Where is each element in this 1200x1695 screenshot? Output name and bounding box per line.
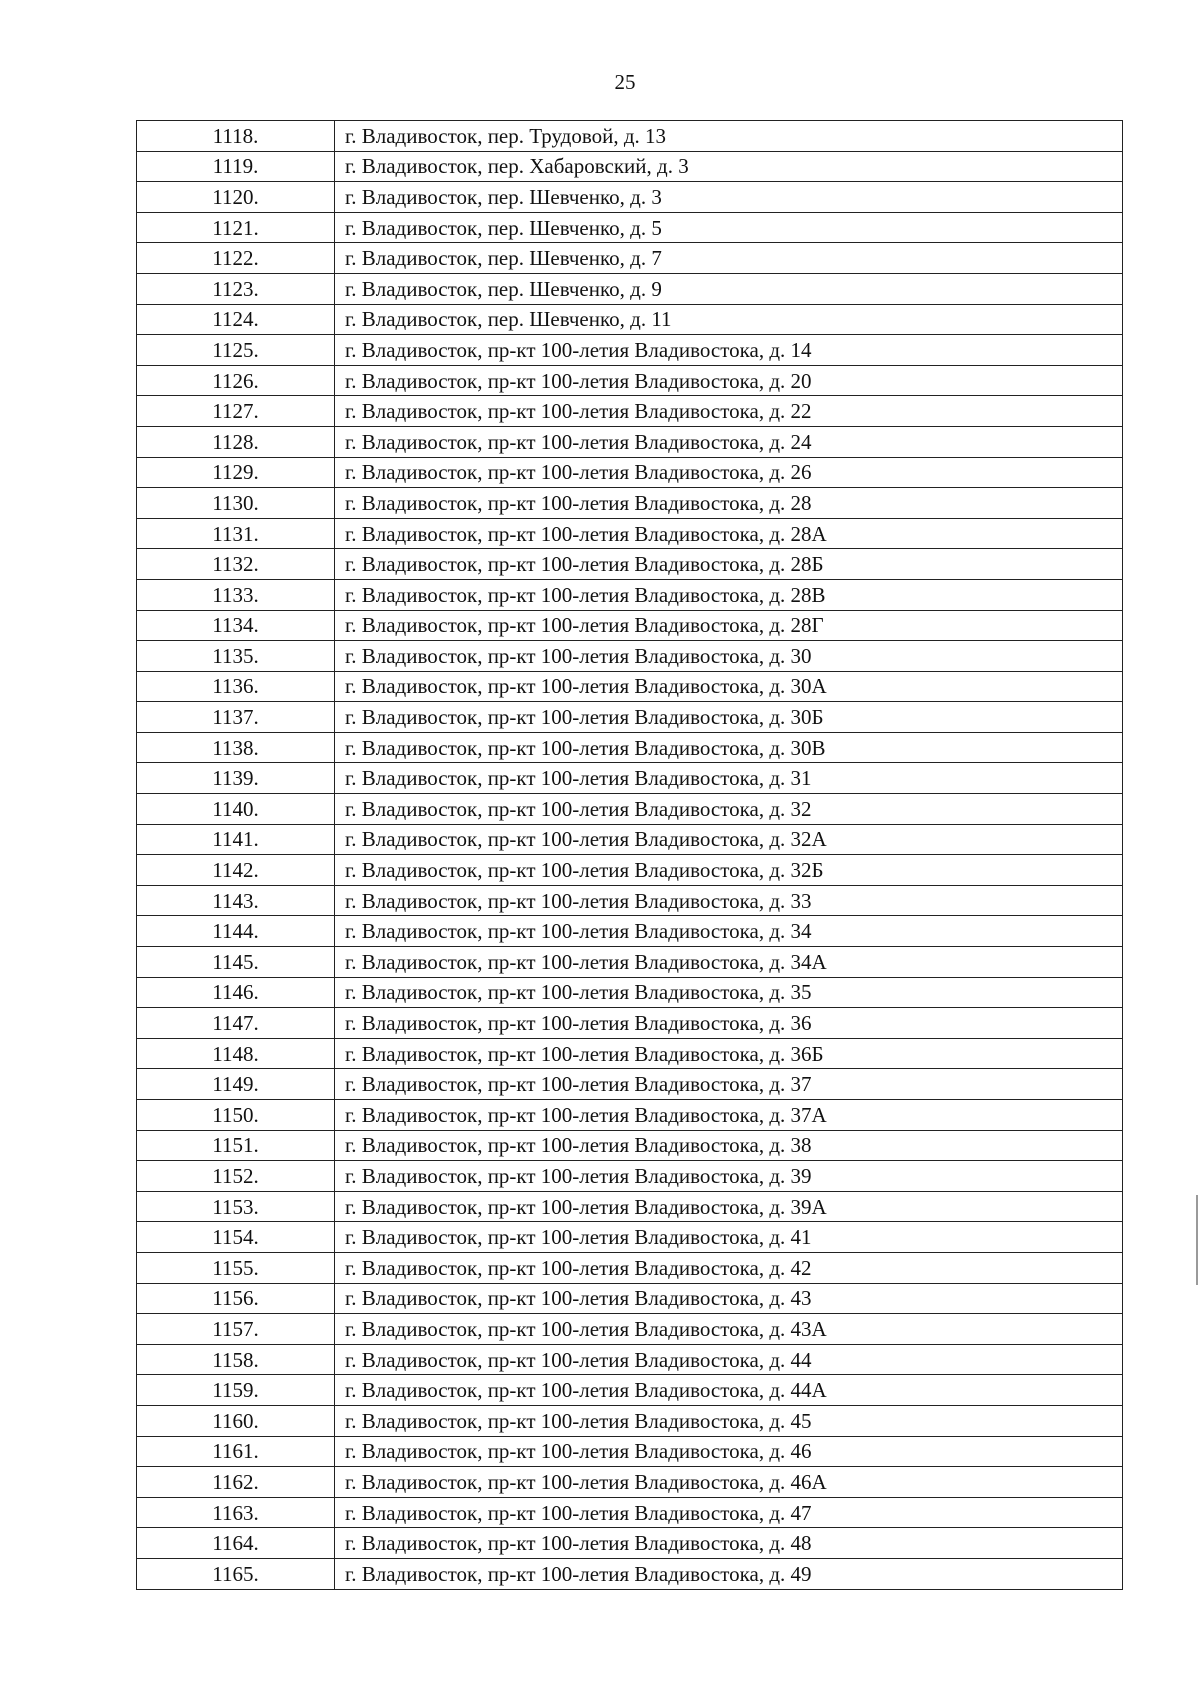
row-number: 1125. — [137, 335, 335, 366]
row-number: 1143. — [137, 885, 335, 916]
table-row — [137, 304, 1123, 335]
table-row — [137, 488, 1123, 519]
table-row — [137, 1405, 1123, 1436]
table-row — [137, 365, 1123, 396]
row-number: 1153. — [137, 1191, 335, 1222]
table-row — [137, 855, 1123, 886]
row-number: 1145. — [137, 947, 335, 978]
row-address: г. Владивосток, пр-кт 100-летия Владивостока, д. 28В — [335, 579, 1123, 610]
row-number: 1148. — [137, 1038, 335, 1069]
row-number: 1142. — [137, 855, 335, 886]
row-address: г. Владивосток, пр-кт 100-летия Владивостока, д. 33 — [335, 885, 1123, 916]
page-number: 25 — [614, 70, 636, 94]
row-address: г. Владивосток, пр-кт 100-летия Владивостока, д. 43А — [335, 1314, 1123, 1345]
row-address: г. Владивосток, пр-кт 100-летия Владивостока, д. 38 — [335, 1130, 1123, 1161]
table-row — [137, 1191, 1123, 1222]
row-number: 1130. — [137, 488, 335, 519]
table-row — [137, 916, 1123, 947]
row-number: 1160. — [137, 1405, 335, 1436]
table-row — [137, 763, 1123, 794]
row-number: 1128. — [137, 426, 335, 457]
row-number: 1141. — [137, 824, 335, 855]
table-row — [137, 1375, 1123, 1406]
row-number: 1131. — [137, 518, 335, 549]
scan-edge-mark — [1196, 1195, 1198, 1285]
row-address: г. Владивосток, пер. Хабаровский, д. 3 — [335, 151, 1123, 182]
address-table-body — [137, 121, 1123, 1590]
table-row — [137, 579, 1123, 610]
table-row — [137, 1467, 1123, 1498]
row-address: г. Владивосток, пр-кт 100-летия Владивостока, д. 35 — [335, 977, 1123, 1008]
table-row — [137, 212, 1123, 243]
row-number: 1127. — [137, 396, 335, 427]
row-number: 1156. — [137, 1283, 335, 1314]
row-address: г. Владивосток, пр-кт 100-летия Владивостока, д. 20 — [335, 365, 1123, 396]
row-address: г. Владивосток, пр-кт 100-летия Владивостока, д. 46 — [335, 1436, 1123, 1467]
row-address: г. Владивосток, пр-кт 100-летия Владивостока, д. 34 — [335, 916, 1123, 947]
table-row — [137, 1008, 1123, 1039]
row-number: 1140. — [137, 794, 335, 825]
table-row — [137, 335, 1123, 366]
row-address: г. Владивосток, пер. Трудовой, д. 13 — [335, 121, 1123, 152]
table-row — [137, 732, 1123, 763]
row-number: 1163. — [137, 1497, 335, 1528]
row-address: г. Владивосток, пер. Шевченко, д. 9 — [335, 273, 1123, 304]
row-address: г. Владивосток, пр-кт 100-летия Владивостока, д. 39 — [335, 1161, 1123, 1192]
table-row — [137, 273, 1123, 304]
row-address: г. Владивосток, пр-кт 100-летия Владивостока, д. 42 — [335, 1252, 1123, 1283]
table-row — [137, 457, 1123, 488]
row-number: 1122. — [137, 243, 335, 274]
row-address: г. Владивосток, пр-кт 100-летия Владивостока, д. 30А — [335, 671, 1123, 702]
row-address: г. Владивосток, пр-кт 100-летия Владивостока, д. 39А — [335, 1191, 1123, 1222]
row-address: г. Владивосток, пр-кт 100-летия Владивостока, д. 30В — [335, 732, 1123, 763]
row-address: г. Владивосток, пер. Шевченко, д. 5 — [335, 212, 1123, 243]
table-row — [137, 518, 1123, 549]
row-address: г. Владивосток, пер. Шевченко, д. 7 — [335, 243, 1123, 274]
row-number: 1144. — [137, 916, 335, 947]
row-address: г. Владивосток, пр-кт 100-летия Владивостока, д. 28 — [335, 488, 1123, 519]
row-number: 1155. — [137, 1252, 335, 1283]
table-row — [137, 121, 1123, 152]
table-row — [137, 1252, 1123, 1283]
table-row — [137, 977, 1123, 1008]
table-row — [137, 1558, 1123, 1589]
row-address: г. Владивосток, пр-кт 100-летия Владивостока, д. 44А — [335, 1375, 1123, 1406]
row-address: г. Владивосток, пр-кт 100-летия Владивостока, д. 22 — [335, 396, 1123, 427]
row-number: 1132. — [137, 549, 335, 580]
row-number: 1136. — [137, 671, 335, 702]
row-number: 1161. — [137, 1436, 335, 1467]
row-number: 1137. — [137, 702, 335, 733]
row-address: г. Владивосток, пр-кт 100-летия Владивостока, д. 36Б — [335, 1038, 1123, 1069]
table-row — [137, 1436, 1123, 1467]
row-number: 1129. — [137, 457, 335, 488]
address-table — [136, 120, 1123, 1590]
row-address: г. Владивосток, пр-кт 100-летия Владивостока, д. 26 — [335, 457, 1123, 488]
table-row — [137, 947, 1123, 978]
table-row — [137, 702, 1123, 733]
row-address: г. Владивосток, пр-кт 100-летия Владивостока, д. 28Б — [335, 549, 1123, 580]
row-number: 1134. — [137, 610, 335, 641]
table-row — [137, 1314, 1123, 1345]
row-address: г. Владивосток, пр-кт 100-летия Владивостока, д. 46А — [335, 1467, 1123, 1498]
row-number: 1135. — [137, 641, 335, 672]
row-number: 1154. — [137, 1222, 335, 1253]
row-number: 1157. — [137, 1314, 335, 1345]
row-address: г. Владивосток, пр-кт 100-летия Владивостока, д. 32Б — [335, 855, 1123, 886]
row-number: 1159. — [137, 1375, 335, 1406]
row-address: г. Владивосток, пр-кт 100-летия Владивостока, д. 32А — [335, 824, 1123, 855]
row-number: 1162. — [137, 1467, 335, 1498]
table-row — [137, 1038, 1123, 1069]
table-row — [137, 151, 1123, 182]
row-number: 1146. — [137, 977, 335, 1008]
row-address: г. Владивосток, пр-кт 100-летия Владивостока, д. 28А — [335, 518, 1123, 549]
table-row — [137, 1344, 1123, 1375]
row-address: г. Владивосток, пер. Шевченко, д. 3 — [335, 182, 1123, 213]
table-row — [137, 1069, 1123, 1100]
table-row — [137, 1130, 1123, 1161]
row-address: г. Владивосток, пр-кт 100-летия Владивостока, д. 43 — [335, 1283, 1123, 1314]
table-row — [137, 671, 1123, 702]
row-address: г. Владивосток, пр-кт 100-летия Владивостока, д. 47 — [335, 1497, 1123, 1528]
row-address: г. Владивосток, пр-кт 100-летия Владивостока, д. 34А — [335, 947, 1123, 978]
row-number: 1151. — [137, 1130, 335, 1161]
row-address: г. Владивосток, пр-кт 100-летия Владивостока, д. 37 — [335, 1069, 1123, 1100]
row-address: г. Владивосток, пр-кт 100-летия Владивостока, д. 41 — [335, 1222, 1123, 1253]
table-row — [137, 794, 1123, 825]
table-row — [137, 824, 1123, 855]
row-number: 1164. — [137, 1528, 335, 1559]
table-row — [137, 885, 1123, 916]
row-number: 1133. — [137, 579, 335, 610]
table-row — [137, 549, 1123, 580]
row-address: г. Владивосток, пр-кт 100-летия Владивостока, д. 48 — [335, 1528, 1123, 1559]
row-number: 1120. — [137, 182, 335, 213]
row-number: 1149. — [137, 1069, 335, 1100]
row-address: г. Владивосток, пр-кт 100-летия Владивостока, д. 31 — [335, 763, 1123, 794]
table-row — [137, 1222, 1123, 1253]
row-address: г. Владивосток, пр-кт 100-летия Владивостока, д. 28Г — [335, 610, 1123, 641]
row-address: г. Владивосток, пр-кт 100-летия Владивостока, д. 14 — [335, 335, 1123, 366]
row-number: 1118. — [137, 121, 335, 152]
row-address: г. Владивосток, пр-кт 100-летия Владивостока, д. 30 — [335, 641, 1123, 672]
row-number: 1126. — [137, 365, 335, 396]
row-number: 1165. — [137, 1558, 335, 1589]
table-row — [137, 610, 1123, 641]
row-address: г. Владивосток, пр-кт 100-летия Владивостока, д. 44 — [335, 1344, 1123, 1375]
table-row — [137, 1283, 1123, 1314]
row-number: 1124. — [137, 304, 335, 335]
row-number: 1150. — [137, 1100, 335, 1131]
table-row — [137, 426, 1123, 457]
row-number: 1158. — [137, 1344, 335, 1375]
row-number: 1121. — [137, 212, 335, 243]
table-row — [137, 641, 1123, 672]
row-address: г. Владивосток, пр-кт 100-летия Владивостока, д. 24 — [335, 426, 1123, 457]
table-row — [137, 182, 1123, 213]
table-row — [137, 396, 1123, 427]
row-address: г. Владивосток, пр-кт 100-летия Владивостока, д. 37А — [335, 1100, 1123, 1131]
row-number: 1138. — [137, 732, 335, 763]
table-row — [137, 1161, 1123, 1192]
row-address: г. Владивосток, пр-кт 100-летия Владивостока, д. 45 — [335, 1405, 1123, 1436]
row-number: 1147. — [137, 1008, 335, 1039]
row-address: г. Владивосток, пер. Шевченко, д. 11 — [335, 304, 1123, 335]
table-row — [137, 1528, 1123, 1559]
table-row — [137, 243, 1123, 274]
row-address: г. Владивосток, пр-кт 100-летия Владивостока, д. 32 — [335, 794, 1123, 825]
row-number: 1119. — [137, 151, 335, 182]
row-number: 1152. — [137, 1161, 335, 1192]
row-address: г. Владивосток, пр-кт 100-летия Владивостока, д. 49 — [335, 1558, 1123, 1589]
row-number: 1123. — [137, 273, 335, 304]
row-address: г. Владивосток, пр-кт 100-летия Владивостока, д. 30Б — [335, 702, 1123, 733]
table-row — [137, 1497, 1123, 1528]
row-address: г. Владивосток, пр-кт 100-летия Владивостока, д. 36 — [335, 1008, 1123, 1039]
table-row — [137, 1100, 1123, 1131]
row-number: 1139. — [137, 763, 335, 794]
